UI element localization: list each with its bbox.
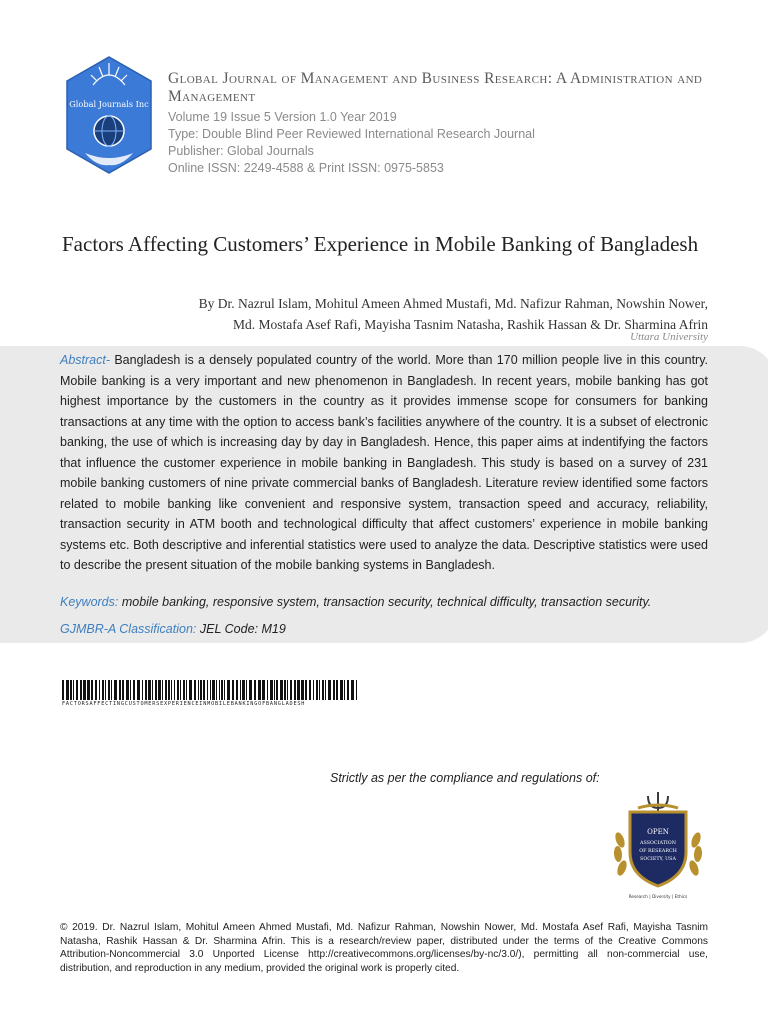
barcode-bar (216, 680, 217, 700)
barcode-bar (111, 680, 112, 700)
barcode-bar (262, 680, 265, 700)
issn: Online ISSN: 2249-4588 & Print ISSN: 0975-5853 (168, 161, 444, 175)
journal-title: Global Journal of Management and Business Research: A Administration and Management (168, 70, 703, 105)
barcode-bar (73, 680, 74, 700)
barcode-bar (198, 680, 199, 700)
barcode-bar (254, 680, 256, 700)
barcode-bar (246, 680, 247, 700)
barcode-bar (305, 680, 307, 700)
keywords-text: mobile banking, responsive system, transaction security, technical difficulty, transaction security. (121, 595, 652, 609)
barcode-bar (133, 680, 135, 700)
seal-motto: Research | Diversity | Ethics (628, 894, 688, 899)
barcode-bar (322, 680, 324, 700)
barcode-bar (142, 680, 143, 700)
barcode-bar (280, 680, 283, 700)
barcode-bar (236, 680, 238, 700)
barcode-bar (83, 680, 86, 700)
barcode-bar (242, 680, 245, 700)
barcode-bar (171, 680, 172, 700)
seal-line-research: OF RESEARCH (639, 849, 677, 854)
barcode-bar (347, 680, 349, 700)
barcode-bar (287, 680, 288, 700)
authors-line-2: Md. Mostafa Asef Rafi, Mayisha Tasnim Natasha, Rashik Hassan & Dr. Sharmina Afrin (233, 317, 708, 332)
barcode-bar (130, 680, 131, 700)
keywords-label: Keywords: (60, 595, 119, 609)
barcode-bar (344, 680, 345, 700)
affiliation: Uttara University (630, 331, 708, 343)
barcode-bar (180, 680, 181, 700)
barcode-bar (66, 680, 69, 700)
authors (88, 293, 708, 335)
barcode-bar (313, 680, 314, 700)
barcode-bar (126, 680, 129, 700)
barcode-bar (91, 680, 93, 700)
barcode-bar (333, 680, 335, 700)
barcode-bar (240, 680, 241, 700)
barcode-bar (186, 680, 187, 700)
barcode-bar (294, 680, 296, 700)
barcode-bar (258, 680, 261, 700)
barcode-bar (274, 680, 275, 700)
barcode-text: FACTORSAFFECTINGCUSTOMERSEXPERIENCEINMOBILEBANKINGOFBANGLADESH (62, 701, 306, 707)
abstract-text: Bangladesh is a densely populated country of the world. More than 170 million people live in this country. Mobile banking is a very important and new phenomenon in Bangladesh. In recent years, mobile banking has got highest importance by the customers in the country as it provides immense scope for consumers for banking transactions at any time with the option to access bank’s facilities anywhere of the country. It is a subset of electronic banking, the use of which is increasing day by day in Bangladesh. Hence, this paper aims at indentifying the factors that influence the customer experience in mobile banking in Bangladesh. This study is based on a survey of 231 mobile banking customers of nine private commercial banks of Bangladesh. Literature review identified some factors related to mobile banking like convenient and responsive system, transaction speed and accuracy, reliability, transaction security in ATM booth and technological difficulty that affect customers’ experience in mobile banking systems etc. Both descriptive and inferential statistics were used to analyze the data. Descriptive statistics were used to describe the present situation of the mobile banking systems in Bangladesh. (60, 353, 708, 572)
barcode-bar (194, 680, 196, 700)
barcode-bar (145, 680, 147, 700)
compliance-note: Strictly as per the compliance and regulations of: (330, 771, 600, 785)
barcode-bar (328, 680, 331, 700)
seal-line-open: OPEN (647, 828, 669, 836)
paper-title: Factors Affecting Customers’ Experience in Mobile Banking of Bangladesh (62, 232, 699, 256)
barcode-bar (102, 680, 104, 700)
classification (60, 620, 286, 638)
barcode-bar (122, 680, 124, 700)
barcode-bar (309, 680, 311, 700)
barcode-bar (316, 680, 318, 700)
abstract-label: Abstract- (60, 353, 111, 367)
classification-code: JEL Code: M19 (199, 622, 286, 636)
publisher: Publisher: Global Journals (168, 144, 314, 158)
abstract (60, 350, 708, 576)
barcode-bar (219, 680, 220, 700)
barcode-bar (174, 680, 175, 700)
barcode-bar (95, 680, 97, 700)
barcode-bar (351, 680, 354, 700)
barcode-bar (168, 680, 170, 700)
barcode-bar (267, 680, 268, 700)
authors-line-1: By Dr. Nazrul Islam, Mohitul Ameen Ahmed Mustafi, Md. Nafizur Rahman, Nowshin Nower, (198, 296, 708, 311)
barcode-bar (105, 680, 106, 700)
barcode-bar (114, 680, 117, 700)
barcode-bar (319, 680, 320, 700)
barcode-bar (212, 680, 215, 700)
barcode-bar (183, 680, 185, 700)
barcode-bar (165, 680, 167, 700)
barcode-bar (270, 680, 273, 700)
barcode-bar (340, 680, 343, 700)
barcode-bar (200, 680, 202, 700)
barcode-bar (336, 680, 338, 700)
barcode-bar (290, 680, 292, 700)
classification-label: GJMBR-A Classification: (60, 622, 197, 636)
barcode-bar (119, 680, 121, 700)
barcode-bar (87, 680, 90, 700)
barcode-bar (297, 680, 300, 700)
seal-line-society: SOCIETY, USA (640, 857, 676, 862)
barcode-bar (148, 680, 151, 700)
barcode-bar (356, 680, 357, 700)
barcode-bar (62, 680, 64, 700)
barcode-bar (221, 680, 223, 700)
barcode-bar (162, 680, 163, 700)
volume-info: Volume 19 Issue 5 Version 1.0 Year 2019 (168, 110, 397, 124)
barcode-bar (76, 680, 78, 700)
barcode-bar (224, 680, 225, 700)
barcode-bar (189, 680, 192, 700)
barcode-bar (137, 680, 140, 700)
barcode-bar (152, 680, 153, 700)
keywords (60, 593, 720, 611)
global-journals-logo (63, 55, 155, 175)
barcode (62, 680, 358, 700)
barcode-bar (210, 680, 211, 700)
barcode-bar (108, 680, 110, 700)
license-notice: © 2019. Dr. Nazrul Islam, Mohitul Ameen Ahmed Mustafi, Md. Nafizur Rahman, Nowshin Nower, Md. Mostafa Asef Rafi, Mayisha Tasnim Natasha, Rashik Hassan & Dr. Sharmina Afrin. This is a research/review paper, distributed under the terms of the Creative Commons Attribution-Noncommercial 3.0 Unported License http://creativecommons.org/licenses/by-nc/3.0/), permitting all non-commercial use, distribution, and reproduction in any medium, provided the original work is properly cited. (60, 922, 708, 974)
barcode-bar (284, 680, 286, 700)
barcode-bar (155, 680, 157, 700)
barcode-bar (232, 680, 234, 700)
open-association-seal (608, 790, 708, 902)
barcode-bar (325, 680, 326, 700)
barcode-bar (227, 680, 230, 700)
barcode-bar (301, 680, 304, 700)
barcode-bar (276, 680, 278, 700)
barcode-bar (203, 680, 205, 700)
barcode-bar (177, 680, 179, 700)
barcode-bar (80, 680, 82, 700)
journal-type: Type: Double Blind Peer Reviewed International Research Journal (168, 127, 535, 141)
logo-text: Global Journals Inc (69, 99, 149, 109)
barcode-bar (99, 680, 100, 700)
barcode-bar (249, 680, 252, 700)
barcode-bar (207, 680, 208, 700)
barcode-bar (158, 680, 161, 700)
seal-line-association: ASSOCIATION (640, 841, 676, 846)
barcode-bar (70, 680, 72, 700)
